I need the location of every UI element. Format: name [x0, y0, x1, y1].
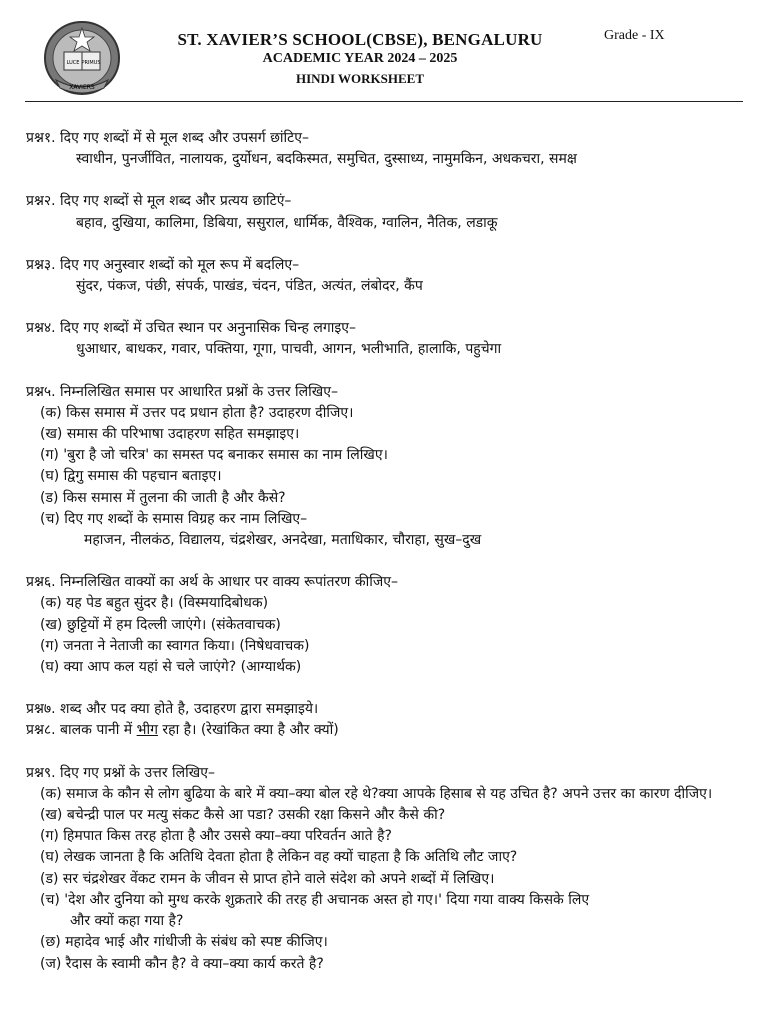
question-5-item: (ग) 'बुरा है जो चरित्र' का समस्त पद बनाकर समास का नाम लिखिए। — [40, 447, 388, 464]
question-4-prompt: प्रश्न४. दिए गए शब्दों में उचित स्थान पर अनुनासिक चिन्ह लगाइए– — [26, 320, 356, 337]
underlined-word: भीग — [136, 722, 158, 739]
question-4-words: धुआधार, बाधकर, गवार, पक्तिया, गूगा, पाचवी, आगन, भलीभाति, हालाकि, पहुचेगा — [76, 341, 502, 358]
question-8 — [26, 720, 746, 741]
question-9-item: (ज) रैदास के स्वामी कौन है? वे क्या–क्या कार्य करते है? — [40, 955, 324, 972]
question-6-item: (ख) छुट्टियों में हम दिल्ली जाएंगे। (संकेतवाचक) — [40, 616, 281, 633]
worksheet-body — [26, 128, 746, 975]
header-divider — [25, 101, 743, 102]
question-5-item: (ड) किस समास में तुलना की जाती है और कैसे? — [40, 489, 286, 506]
question-6-item: (ग) जनता ने नेताजी का स्वागत किया। (निषेधवाचक) — [40, 637, 310, 654]
question-8-text-end: रहा है। (रेखांकित क्या है और क्यों) — [157, 722, 339, 739]
question-9-item: (ख) बचेन्द्री पाल पर मत्यु संकट कैसे आ पडा? उसकी रक्षा किसने और कैसे की? — [40, 807, 446, 824]
question-9-item: (ग) हिमपात किस तरह होता है और उससे क्या–क्या परिवर्तन आते है? — [40, 828, 392, 845]
question-5-prompt: प्रश्न५. निम्नलिखित समास पर आधारित प्रश्नों के उत्तर लिखिए– — [26, 383, 338, 400]
question-9-item: (च) 'देश और दुनिया को मुग्ध करके शुक्रतारे की तरह ही अचानक अस्त हो गए।' दिया गया वाक्य किसके लिए — [40, 891, 590, 908]
question-6-item: (घ) क्या आप कल यहां से चले जाएंगे? (आग्यार्थक) — [40, 659, 302, 676]
svg-text:XAVIERS: XAVIERS — [69, 84, 95, 91]
question-3-prompt: प्रश्न३. दिए गए अनुस्वार शब्दों को मूल रूप में बदलिए– — [26, 256, 300, 273]
question-1-words: स्वाधीन, पुनर्जीवित, नालायक, दुर्योधन, बदकिस्मत, समुचित, दुस्साध्य, नामुमकिन, अधकचरा, समक्ष — [76, 151, 577, 168]
question-3-words: सुंदर, पंकज, पंछी, संपर्क, पाखंड, चंदन, पंडित, अत्यंत, लंबोदर, कैंप — [76, 278, 423, 295]
worksheet-title: HINDI WORKSHEET — [296, 71, 424, 86]
question-9-item: (घ) लेखक जानता है कि अतिथि देवता होता है लेकिन वह क्यों चाहता है कि अतिथि लौट जाए? — [40, 849, 518, 866]
question-6-item: (क) यह पेड बहुत सुंदर है। (विस्मयादिबोधक) — [40, 595, 269, 612]
question-5-item: (घ) द्विगु समास की पहचान बताइए। — [40, 468, 222, 485]
question-2-prompt: प्रश्न२. दिए गए शब्दों से मूल शब्द और प्रत्यय छाटिएं– — [26, 193, 292, 210]
worksheet-header — [0, 0, 768, 104]
question-6-prompt: प्रश्न६. निम्नलिखित वाक्यों का अर्थ के आधार पर वाक्य रूपांतरण कीजिए– — [26, 574, 398, 591]
question-5-item: (क) किस समास में उत्तर पद प्रधान होता है? उदाहरण दीजिए। — [40, 404, 354, 421]
question-9-prompt: प्रश्न९. दिए गए प्रश्नों के उत्तर लिखिए– — [26, 764, 215, 781]
question-9-item-continued: और क्यों कहा गया है? — [70, 913, 184, 930]
school-name: ST. XAVIER’S SCHOOL(CBSE), BENGALURU — [177, 30, 543, 49]
question-5-item: (ख) समास की परिभाषा उदाहरण सहित समझाइए। — [40, 426, 300, 443]
question-2-words: बहाव, दुखिया, कालिमा, डिबिया, ससुराल, धार्मिक, वैश्विक, ग्वालिन, नैतिक, लडाकू — [76, 214, 498, 231]
question-5-words: महाजन, नीलकंठ, विद्यालय, चंद्रशेखर, अनदेखा, मताधिकार, चौराहा, सुख–दुख — [84, 532, 482, 549]
academic-year: ACADEMIC YEAR 2024 – 2025 — [262, 51, 458, 66]
question-5-item: (च) दिए गए शब्दों के समास विग्रह कर नाम लिखिए– — [40, 510, 308, 527]
grade-label: Grade - IX — [604, 28, 665, 43]
svg-text:PRIMUS: PRIMUS — [81, 60, 101, 66]
svg-text:LUCE: LUCE — [66, 60, 80, 66]
question-7: प्रश्न७. शब्द और पद क्या होते है, उदाहरण द्वारा समझाइये। — [26, 701, 319, 718]
question-9-item: (क) समाज के कौन से लोग बुढिया के बारे में क्या–क्या बोल रहे थे?क्या आपके हिसाब से यह उचित है? अपने उत्तर का कारण दीजिए। — [40, 785, 713, 802]
question-1-prompt: प्रश्न१. दिए गए शब्दों में से मूल शब्द और उपसर्ग छांटिए– — [26, 130, 309, 146]
question-8-text: प्रश्न८. बालक पानी में — [26, 722, 137, 739]
school-crest-logo — [42, 18, 122, 98]
question-9-item: (छ) महादेव भाई और गांधीजी के संबंध को स्पष्ट कीजिए। — [40, 934, 328, 951]
question-9-item: (ड) सर चंद्रशेखर वेंकट रामन के जीवन से प्राप्त होने वाले संदेश को अपने शब्दों में लिखिए। — [40, 870, 495, 887]
